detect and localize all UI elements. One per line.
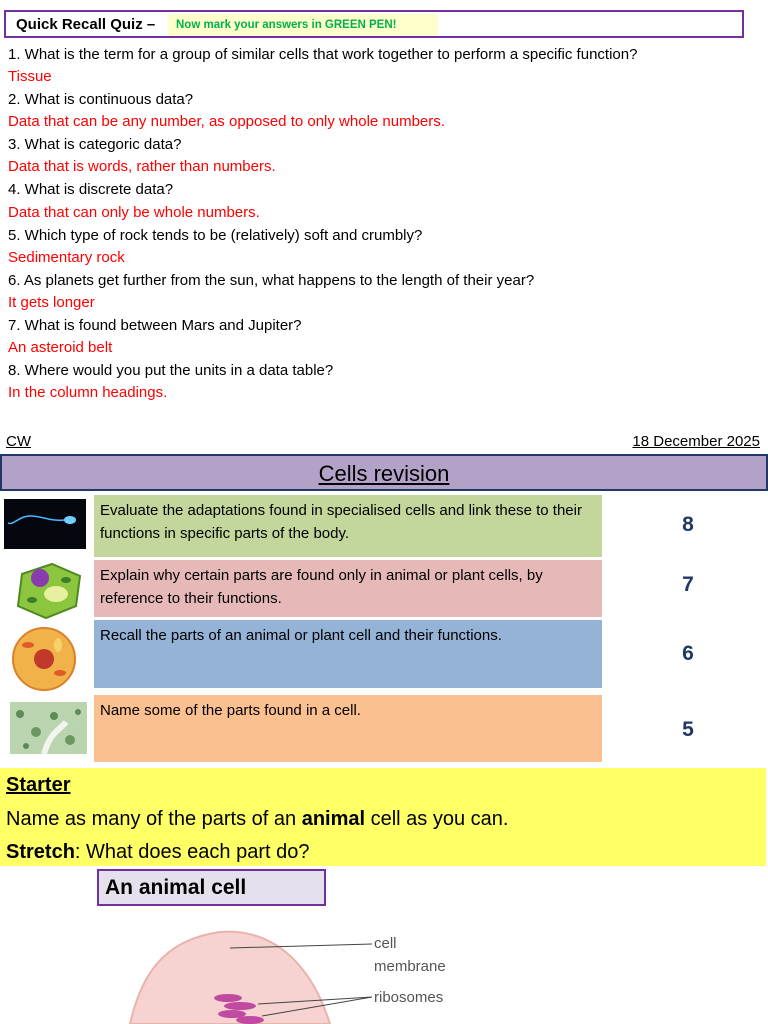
objective-level-7 bbox=[94, 560, 602, 617]
starter-text bbox=[6, 808, 508, 831]
animal-cell-image bbox=[10, 625, 78, 693]
starter-text-post: cell as you can. bbox=[365, 808, 509, 830]
objective-text: Evaluate the adaptations found in specialised cells and link these to their functions in specific parts of the body. bbox=[100, 502, 582, 542]
quiz-answer: An asteroid belt bbox=[8, 339, 113, 356]
objective-level-6 bbox=[94, 620, 602, 688]
quiz-question: 1. What is the term for a group of similar cells that work together to perform a specific function? bbox=[8, 46, 638, 63]
stretch-text bbox=[6, 841, 310, 864]
quiz-question: 3. What is categoric data? bbox=[8, 136, 182, 153]
quiz-question: 2. What is continuous data? bbox=[8, 91, 194, 108]
starter-label: Starter bbox=[6, 774, 71, 796]
quiz-answer: Sedimentary rock bbox=[8, 249, 125, 266]
quiz-question: 5. Which type of rock tends to be (relatively) soft and crumbly? bbox=[8, 227, 423, 244]
level-number: 6 bbox=[682, 642, 694, 665]
quiz-question: 6. As planets get further from the sun, what happens to the length of their year? bbox=[8, 272, 535, 289]
quiz-answer: Data that can only be whole numbers. bbox=[8, 204, 260, 221]
classwork-label: CW bbox=[6, 433, 31, 450]
lesson-date: 18 December 2025 bbox=[632, 433, 760, 450]
objective-text: Recall the parts of an animal or plant cell and their functions. bbox=[100, 627, 502, 644]
level-number: 8 bbox=[682, 513, 694, 536]
quiz-question: 7. What is found between Mars and Jupiter? bbox=[8, 317, 302, 334]
stretch-question: : What does each part do? bbox=[74, 841, 310, 863]
starter-text-bold: animal bbox=[301, 808, 366, 830]
objective-level-5 bbox=[94, 695, 602, 762]
plant-cell-image bbox=[10, 560, 86, 622]
objective-level-8 bbox=[94, 495, 602, 557]
starter-section bbox=[0, 768, 766, 866]
diagram-label-cell: cell bbox=[374, 935, 397, 952]
quiz-header bbox=[4, 10, 744, 38]
diagram-label-ribosomes: ribosomes bbox=[374, 989, 444, 1006]
quiz-question: 4. What is discrete data? bbox=[8, 181, 174, 198]
diagram-label-membrane: membrane bbox=[374, 958, 446, 975]
level-number: 5 bbox=[682, 718, 694, 741]
lesson-title: Cells revision bbox=[318, 461, 450, 486]
quiz-answer: Tissue bbox=[8, 68, 52, 85]
sperm-cell-image bbox=[4, 499, 86, 549]
quiz-question: 8. Where would you put the units in a data table? bbox=[8, 362, 334, 379]
quiz-answer: Data that can be any number, as opposed to only whole numbers. bbox=[8, 113, 445, 130]
starter-text-pre: Name as many of the parts of an bbox=[6, 808, 302, 830]
objective-text: Explain why certain parts are found only in animal or plant cells, by reference to their functions. bbox=[100, 567, 543, 607]
stretch-label: Stretch bbox=[6, 841, 75, 863]
quiz-title: Quick Recall Quiz – bbox=[16, 16, 156, 33]
quiz-answer: It gets longer bbox=[8, 294, 95, 311]
microscope-cells-image bbox=[10, 702, 87, 754]
diagram-title-box bbox=[97, 869, 326, 906]
objective-text: Name some of the parts found in a cell. bbox=[100, 702, 361, 719]
quiz-note: Now mark your answers in GREEN PEN! bbox=[168, 14, 438, 36]
quiz-answer: In the column headings. bbox=[8, 384, 168, 401]
diagram-title: An animal cell bbox=[105, 876, 247, 899]
level-number: 7 bbox=[682, 573, 694, 596]
quiz-answer: Data that is words, rather than numbers. bbox=[8, 158, 276, 175]
lesson-title-banner bbox=[0, 454, 768, 491]
